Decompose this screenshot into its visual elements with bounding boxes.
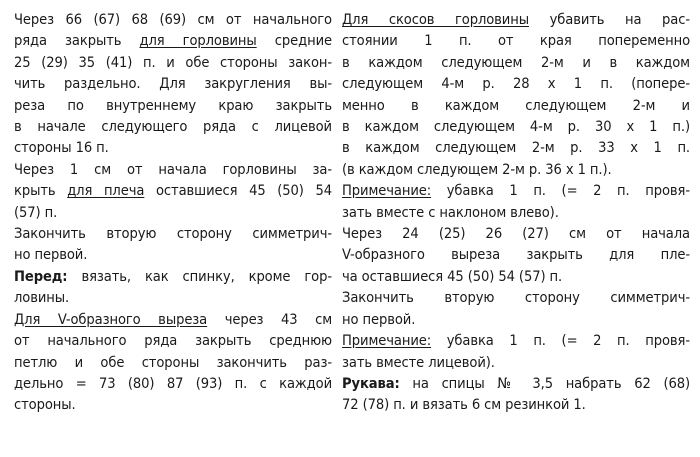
bold-heading: Перед:: [14, 267, 68, 285]
underlined-heading: для плеча: [67, 182, 145, 200]
text-run: но первой.: [14, 246, 88, 264]
text-line: [342, 73, 690, 94]
text-run: 72 (78) п. и вязать 6 см резинкой 1.: [342, 396, 586, 414]
text-line: [342, 180, 690, 201]
text-line: [342, 9, 690, 30]
text-line: [342, 52, 690, 73]
text-run: вязать, как спинку, кроме гор-: [67, 267, 332, 285]
text-run: убавить на рас-: [529, 11, 690, 28]
text-run: Через 66 (67) 68 (69) см от начального: [14, 11, 332, 28]
text-line: [342, 373, 690, 394]
paragraph-v-neck: [14, 309, 332, 416]
text-run: дельно = 73 (80) 87 (93) п. с каждой: [14, 374, 332, 392]
underlined-heading: Для V-образного выреза: [14, 310, 208, 328]
text-run: (57) п.: [14, 203, 58, 221]
text-line: [342, 137, 690, 158]
paragraph-front: [14, 266, 332, 309]
text-run: оставшиеся 45 (50) 54: [144, 182, 333, 200]
text-run: V-образного выреза закрыть для пле-: [342, 246, 690, 264]
text-run: ча оставшиеся 45 (50) 54 (57) п.: [342, 267, 563, 285]
text-line: [342, 266, 690, 287]
underlined-heading: Примечание:: [342, 332, 432, 350]
paragraph-sleeves: [342, 373, 690, 416]
text-line: [14, 9, 332, 30]
text-line: [14, 180, 332, 201]
text-run: реза по внутреннему краю закрыть: [14, 96, 332, 114]
text-run: Закончить вторую сторону симметрич-: [342, 289, 690, 307]
text-run: в начале следующего ряда с лицевой: [14, 118, 332, 136]
text-run: средние: [256, 32, 332, 50]
text-run: зать вместе лицевой).: [342, 353, 495, 371]
text-line: [342, 159, 690, 180]
paragraph-finish-second-side: [14, 223, 332, 266]
text-line: [14, 159, 332, 180]
text-line: [14, 95, 332, 116]
text-run: стороны.: [14, 396, 76, 414]
underlined-heading: Примечание:: [342, 182, 432, 200]
paragraph-shoulder-front: [342, 223, 690, 287]
text-line: [342, 352, 690, 373]
text-run: в каждом следующем 2-м р. 33 х 1 п.: [342, 139, 690, 157]
text-line: [14, 223, 332, 244]
text-line: [342, 309, 690, 330]
text-run: 25 (29) 35 (41) п. и обе стороны закон-: [14, 53, 332, 71]
text-run: крыть: [14, 182, 68, 200]
left-text-column: [14, 9, 332, 416]
text-line: [14, 330, 332, 351]
text-line: [14, 137, 332, 158]
text-line: [342, 223, 690, 244]
text-run: (в каждом следующем 2-м р. 36 х 1 п.).: [342, 160, 612, 178]
text-run: ряда закрыть: [14, 32, 140, 50]
text-run: стоянии 1 п. от края попеременно: [342, 32, 690, 50]
paragraph-neck-slopes: [342, 9, 690, 180]
text-run: убавка 1 п. (= 2 п. провя-: [431, 182, 690, 200]
text-run: в каждом следующем 4-м р. 30 х 1 п.): [342, 118, 690, 136]
text-run: от начального ряда закрыть среднюю: [14, 332, 332, 350]
text-line: [342, 287, 690, 308]
paragraph-neckline-back: [14, 9, 332, 159]
underlined-heading: Для скосов горловины: [342, 11, 529, 28]
text-run: через 43 см: [207, 310, 332, 328]
text-line: [14, 394, 332, 415]
text-line: [14, 73, 332, 94]
text-line: [14, 116, 332, 137]
text-run: Через 1 см от начала горловины за-: [14, 160, 332, 178]
underlined-heading: для горловины: [139, 32, 257, 50]
text-line: [14, 373, 332, 394]
text-line: [14, 352, 332, 373]
text-line: [342, 244, 690, 265]
text-run: на спицы № 3,5 набрать 62 (68): [399, 374, 690, 392]
paragraph-shoulder-back: [14, 159, 332, 223]
text-run: Закончить вторую сторону симметрич-: [14, 225, 332, 243]
text-run: но первой.: [342, 310, 416, 328]
text-run: следующем 4-м р. 28 х 1 п. (попере-: [342, 75, 690, 93]
text-line: [342, 202, 690, 223]
text-run: в каждом следующем 2-м и в каждом: [342, 53, 690, 71]
text-run: стороны 16 п.: [14, 139, 109, 157]
bold-heading: Рукава:: [342, 374, 400, 392]
text-line: [14, 52, 332, 73]
text-run: петлю и обе стороны закончить раз-: [14, 353, 332, 371]
text-line: [14, 30, 332, 51]
text-run: убавка 1 п. (= 2 п. провя-: [431, 332, 690, 350]
text-line: [342, 95, 690, 116]
text-run: менно в каждом следующем 2-м и: [342, 96, 690, 114]
text-line: [342, 116, 690, 137]
text-line: [342, 394, 690, 415]
text-line: [342, 30, 690, 51]
paragraph-note-decrease-knit: [342, 330, 690, 373]
text-run: ловины.: [14, 289, 70, 307]
text-run: чить раздельно. Для закругления вы-: [14, 75, 332, 93]
text-line: [14, 287, 332, 308]
right-text-column: [342, 9, 690, 416]
text-line: [14, 202, 332, 223]
text-line: [14, 309, 332, 330]
text-run: зать вместе с наклоном влево).: [342, 203, 559, 221]
text-line: [14, 244, 332, 265]
paragraph-note-decrease-left: [342, 180, 690, 223]
paragraph-finish-second-side-front: [342, 287, 690, 330]
text-line: [342, 330, 690, 351]
text-line: [14, 266, 332, 287]
text-run: Через 24 (25) 26 (27) см от начала: [342, 225, 690, 243]
